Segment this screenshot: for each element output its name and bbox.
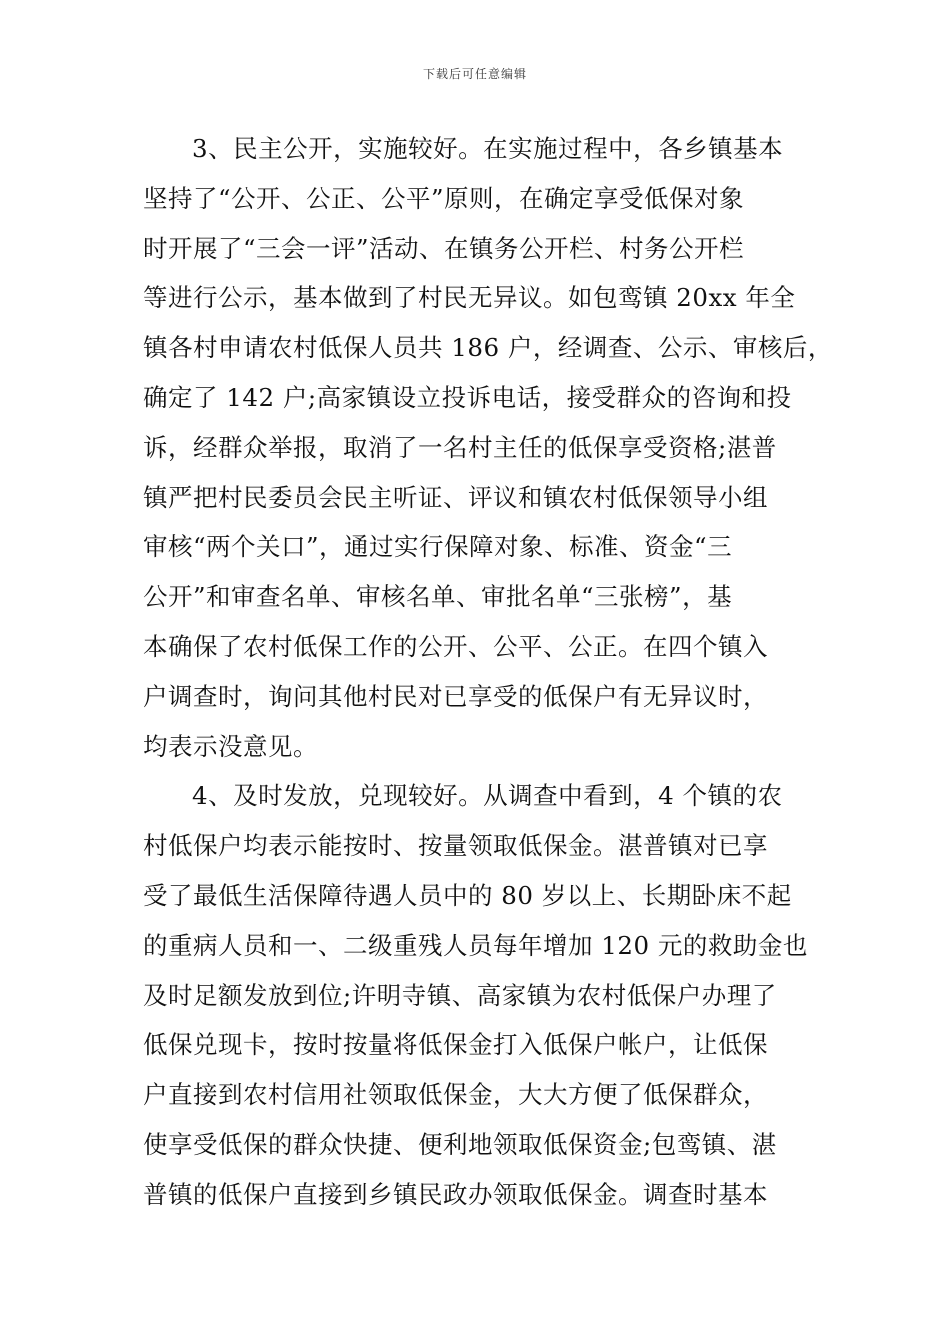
text-line: 及时足额发放到位;许明寺镇、高家镇为农村低保户办理了 xyxy=(143,980,777,1010)
paragraph-democratic-openness xyxy=(143,124,833,771)
text-line: 坚持了“公开、公正、公平”原则，在确定享受低保对象 xyxy=(143,183,745,213)
text-line: 4、及时发放，兑现较好。从调查中看到，4 个镇的农 xyxy=(192,781,783,811)
text-line: 等进行公示，基本做到了村民无异议。如包鸾镇 20xx 年全 xyxy=(143,283,796,313)
text-line: 户调查时，询问其他村民对已享受的低保户有无异议时， xyxy=(143,681,768,711)
text-line: 确定了 142 户;高家镇设立投诉电话，接受群众的咨询和投 xyxy=(143,382,792,412)
text-line: 户直接到农村信用社领取低保金，大大方便了低保群众， xyxy=(143,1080,768,1110)
document-body xyxy=(143,124,833,1220)
text-line: 受了最低生活保障待遇人员中的 80 岁以上、长期卧床不起 xyxy=(143,880,792,910)
text-line: 本确保了农村低保工作的公开、公平、公正。在四个镇入 xyxy=(143,631,768,661)
text-line: 审核“两个关口”，通过实行保障对象、标准、资金“三 xyxy=(143,532,733,562)
text-line: 镇严把村民委员会民主听证、评议和镇农村低保领导小组 xyxy=(143,482,768,512)
text-line: 的重病人员和一、二级重残人员每年增加 120 元的救助金也 xyxy=(143,930,808,960)
text-line: 均表示没意见。 xyxy=(143,731,318,761)
text-line: 低保兑现卡，按时按量将低保金打入低保户帐户，让低保 xyxy=(143,1030,768,1060)
text-line: 使享受低保的群众快捷、便利地领取低保资金;包鸾镇、湛 xyxy=(143,1129,777,1159)
text-line: 村低保户均表示能按时、按量领取低保金。湛普镇对已享 xyxy=(143,831,768,861)
text-line: 诉，经群众举报，取消了一名村主任的低保享受资格;湛普 xyxy=(143,432,777,462)
text-line: 镇各村申请农村低保人员共 186 户，经调查、公示、审核后， xyxy=(143,333,833,363)
text-line: 公开”和审查名单、审核名单、审批名单“三张榜”，基 xyxy=(143,582,733,612)
text-line: 普镇的低保户直接到乡镇民政办领取低保金。调查时基本 xyxy=(143,1179,768,1209)
paragraph-timely-payment xyxy=(143,771,813,1219)
page-header: 下载后可任意编辑 xyxy=(422,67,527,81)
text-line: 时开展了“三会一评”活动、在镇务公开栏、村务公开栏 xyxy=(143,233,745,263)
text-line: 3、民主公开，实施较好。在实施过程中，各乡镇基本 xyxy=(192,134,784,163)
